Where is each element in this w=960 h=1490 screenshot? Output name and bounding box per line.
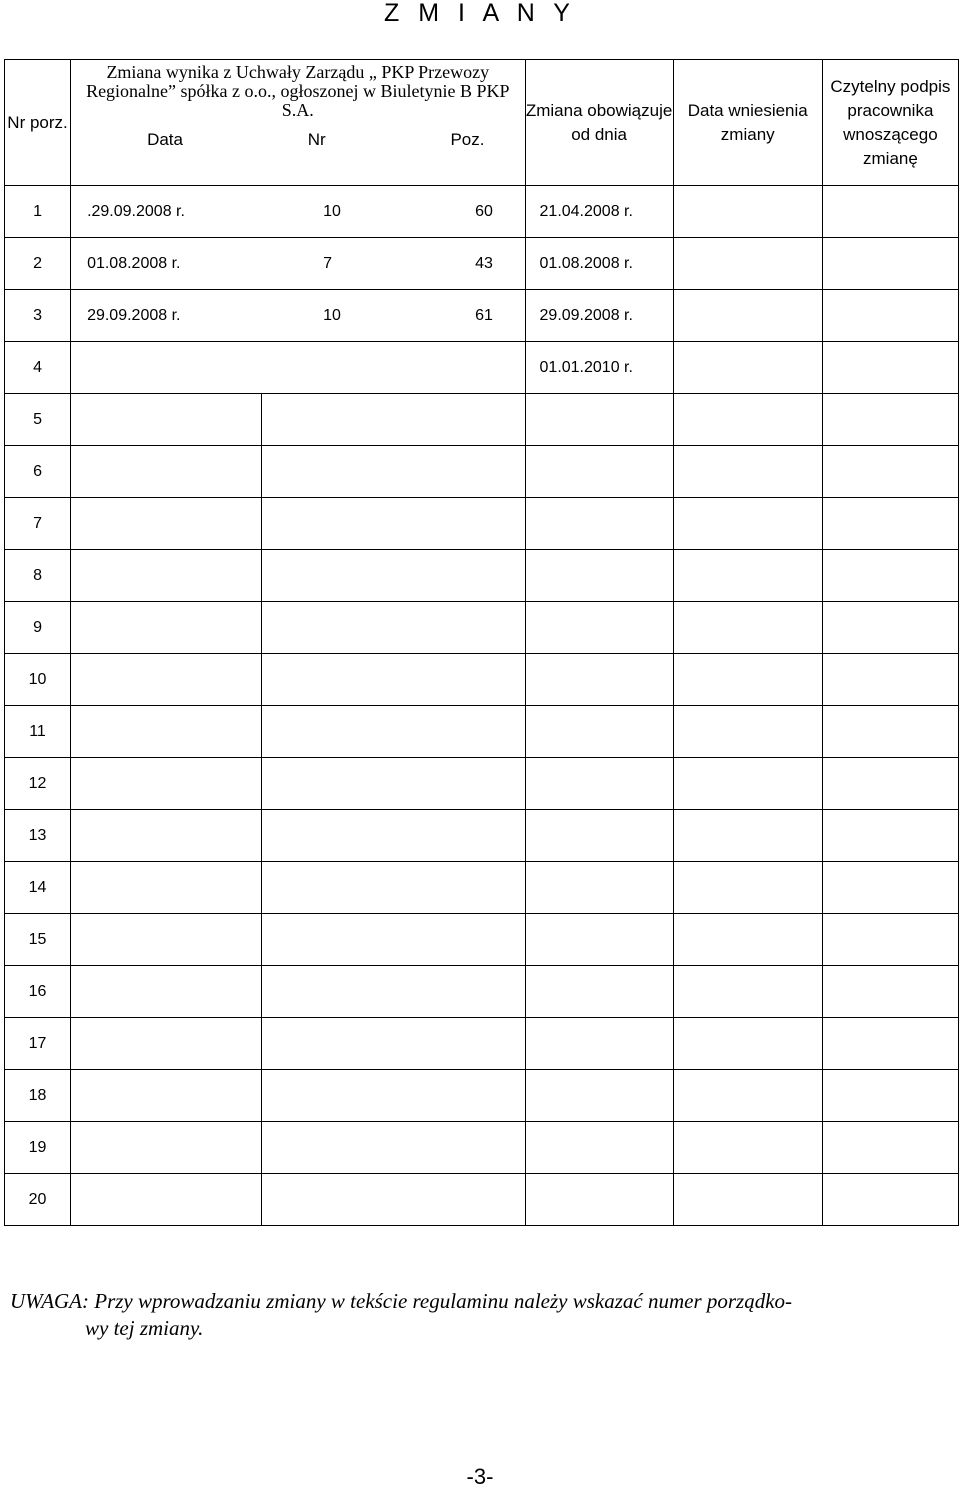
row-podpis [822,862,958,914]
row-podpis [822,1174,958,1226]
row-uchwala-cell [71,342,525,394]
table-row [5,1122,959,1174]
header-uchwala-text: Zmiana wynika z Uchwały Zarządu „ PKP Przewozy Regionalne” spółka z o.o., ogłoszonej w Biuletynie B PKP S.A. [86,62,510,120]
row-nr: 10 [323,306,341,324]
row-data-wniesienia [673,810,822,862]
row-nr-poz-cell [262,758,525,810]
row-data-wniesienia [673,966,822,1018]
row-data-cell [71,758,262,810]
row-data: 01.08.2008 r. [87,254,181,272]
row-nr-poz-cell [262,914,525,966]
row-podpis [822,342,958,394]
row-data-wniesienia [673,342,822,394]
row-number: 3 [5,290,71,342]
row-number: 19 [5,1122,71,1174]
table-row [5,810,959,862]
row-number: 6 [5,446,71,498]
row-data-wniesienia [673,654,822,706]
row-number: 20 [5,1174,71,1226]
row-data-wniesienia [673,238,822,290]
row-nr-poz-cell [262,498,525,550]
row-data-cell [71,706,262,758]
note [0,1288,960,1342]
row-data-cell [71,394,262,446]
table-row [5,966,959,1018]
row-poz: 61 [475,306,493,324]
row-number: 18 [5,1070,71,1122]
row-nr-poz-cell [262,966,525,1018]
row-od-dnia [525,654,673,706]
table-row [5,446,959,498]
row-podpis [822,290,958,342]
row-number: 11 [5,706,71,758]
row-podpis [822,914,958,966]
row-data-wniesienia [673,550,822,602]
row-uchwala-cell [71,238,525,290]
header-podpis: Czytelny podpis pracownika wnoszącego zmianę [822,60,958,186]
row-number: 4 [5,342,71,394]
row-nr-poz-cell [262,446,525,498]
row-data-wniesienia [673,394,822,446]
row-data-cell [71,550,262,602]
row-data-cell [71,602,262,654]
row-podpis [822,446,958,498]
row-nr: 10 [323,202,341,220]
row-od-dnia [525,862,673,914]
row-od-dnia: 01.08.2008 r. [525,238,673,290]
row-nr-poz-cell [262,1070,525,1122]
row-number: 15 [5,914,71,966]
row-poz: 60 [475,202,493,220]
row-data-cell [71,1122,262,1174]
row-data-cell [71,446,262,498]
table-row [5,706,959,758]
row-number: 13 [5,810,71,862]
note-line-1: UWAGA: Przy wprowadzaniu zmiany w tekście regulaminu należy wskazać numer porządko- [10,1289,793,1313]
row-od-dnia [525,914,673,966]
row-podpis [822,186,958,238]
row-nr-poz-cell [262,1174,525,1226]
header-uchwala-subheads [71,120,524,150]
table-row [5,186,959,238]
header-data-wniesienia: Data wniesienia zmiany [673,60,822,186]
row-od-dnia [525,966,673,1018]
subhead-data: Data [147,130,183,149]
row-data-cell [71,810,262,862]
row-podpis [822,810,958,862]
row-od-dnia [525,1018,673,1070]
row-data-cell [71,1070,262,1122]
table-row [5,654,959,706]
row-data-wniesienia [673,186,822,238]
row-number: 17 [5,1018,71,1070]
row-podpis [822,1070,958,1122]
row-od-dnia [525,602,673,654]
row-podpis [822,1018,958,1070]
page-number: -3- [466,1464,494,1489]
row-number: 2 [5,238,71,290]
row-data-cell [71,498,262,550]
row-number: 14 [5,862,71,914]
row-data-cell [71,966,262,1018]
row-od-dnia [525,1070,673,1122]
row-od-dnia [525,498,673,550]
table-row [5,914,959,966]
row-od-dnia: 01.01.2010 r. [525,342,673,394]
row-data-cell [71,1018,262,1070]
row-nr-poz-cell [262,394,525,446]
header-uchwala [71,60,525,186]
row-data-wniesienia [673,706,822,758]
table-row [5,602,959,654]
row-data-wniesienia [673,1174,822,1226]
row-number: 16 [5,966,71,1018]
row-podpis [822,758,958,810]
row-od-dnia [525,394,673,446]
row-data-wniesienia [673,290,822,342]
table-row [5,862,959,914]
row-podpis [822,602,958,654]
row-podpis [822,966,958,1018]
row-data-wniesienia [673,1018,822,1070]
row-od-dnia: 21.04.2008 r. [525,186,673,238]
subhead-poz: Poz. [450,130,485,149]
row-data-wniesienia [673,1122,822,1174]
note-line-2: wy tej zmiany. [85,1316,204,1340]
row-nr-poz-cell [262,1018,525,1070]
row-number: 5 [5,394,71,446]
row-data-wniesienia [673,602,822,654]
row-nr-poz-cell [262,550,525,602]
table-row [5,1174,959,1226]
changes-table [4,59,959,1226]
row-number: 1 [5,186,71,238]
row-podpis [822,654,958,706]
row-data-cell [71,862,262,914]
row-data-cell [71,654,262,706]
table-row [5,238,959,290]
row-data-wniesienia [673,1070,822,1122]
row-od-dnia [525,706,673,758]
table-row [5,394,959,446]
row-podpis [822,238,958,290]
row-nr-poz-cell [262,810,525,862]
row-nr-poz-cell [262,706,525,758]
row-nr: 7 [323,254,332,272]
row-number: 12 [5,758,71,810]
row-number: 9 [5,602,71,654]
row-number: 8 [5,550,71,602]
page-title: Z M I A N Y [384,0,576,27]
row-data-wniesienia [673,446,822,498]
row-od-dnia [525,446,673,498]
row-podpis [822,394,958,446]
row-uchwala-cell [71,186,525,238]
row-podpis [822,498,958,550]
table-row [5,498,959,550]
subhead-nr: Nr [307,130,326,149]
row-data-wniesienia [673,498,822,550]
row-podpis [822,706,958,758]
row-uchwala-cell [71,290,525,342]
header-row [5,60,959,186]
row-data: 29.09.2008 r. [87,306,181,324]
table-row [5,290,959,342]
row-od-dnia [525,1122,673,1174]
row-nr-poz-cell [262,862,525,914]
row-od-dnia [525,758,673,810]
table-row [5,342,959,394]
row-data-cell [71,1174,262,1226]
row-od-dnia [525,810,673,862]
table-row [5,1018,959,1070]
header-obowiazuje: Zmiana obowiązuje od dnia [525,60,673,186]
table-row [5,758,959,810]
row-data-wniesienia [673,862,822,914]
row-nr-poz-cell [262,1122,525,1174]
table-row [5,1070,959,1122]
table-row [5,550,959,602]
row-od-dnia [525,1174,673,1226]
row-data-wniesienia [673,758,822,810]
row-nr-poz-cell [262,602,525,654]
row-podpis [822,550,958,602]
row-podpis [822,1122,958,1174]
row-poz: 43 [475,254,493,272]
row-data: .29.09.2008 r. [87,202,185,220]
row-number: 10 [5,654,71,706]
row-data-cell [71,914,262,966]
row-od-dnia: 29.09.2008 r. [525,290,673,342]
row-nr-poz-cell [262,654,525,706]
row-number: 7 [5,498,71,550]
row-od-dnia [525,550,673,602]
row-data-wniesienia [673,914,822,966]
header-nr-porz: Nr porz. [5,60,71,186]
